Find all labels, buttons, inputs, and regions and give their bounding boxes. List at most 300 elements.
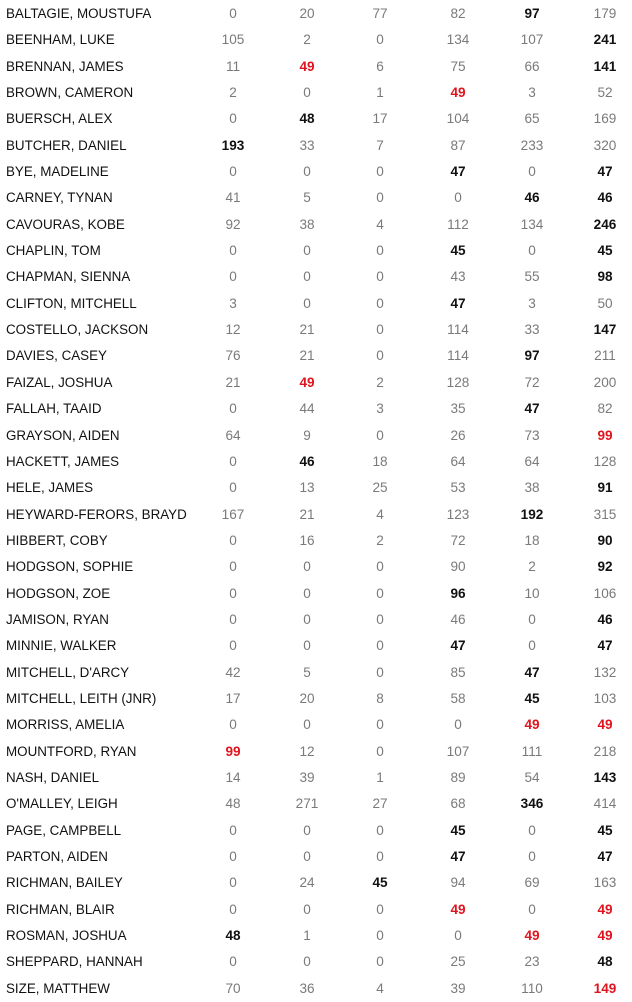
stat-cell: 45 bbox=[450, 822, 466, 838]
stat-cell: 90 bbox=[450, 559, 466, 575]
player-name: HIBBERT, COBY bbox=[6, 532, 108, 548]
table-row bbox=[0, 27, 632, 53]
stat-cell: 0 bbox=[376, 559, 384, 575]
stat-cell: 0 bbox=[376, 849, 384, 864]
player-name: BEENHAM, LUKE bbox=[6, 32, 115, 48]
stat-cell: 66 bbox=[524, 58, 540, 74]
stat-cell: 5 bbox=[303, 664, 311, 680]
player-name: NASH, DANIEL bbox=[6, 769, 100, 785]
stat-cell: 64 bbox=[450, 453, 466, 469]
stat-cell: 0 bbox=[229, 111, 237, 127]
table-row bbox=[0, 291, 632, 317]
stat-cell: 16 bbox=[299, 532, 315, 548]
stat-cell: 54 bbox=[524, 769, 540, 785]
stat-cell: 2 bbox=[376, 374, 384, 390]
stat-cell: 271 bbox=[295, 796, 319, 812]
stat-cell: 6 bbox=[376, 58, 384, 74]
player-name: MITCHELL, LEITH (JNR) bbox=[6, 690, 157, 706]
stat-cell: 45 bbox=[524, 690, 540, 706]
stat-cell: 47 bbox=[450, 849, 466, 864]
stat-cell: 47 bbox=[524, 664, 540, 680]
stat-cell: 46 bbox=[597, 190, 613, 206]
table-row bbox=[0, 739, 632, 765]
table-row bbox=[0, 212, 632, 238]
stat-cell: 55 bbox=[524, 269, 540, 285]
stat-cell: 17 bbox=[372, 111, 388, 127]
stat-cell: 77 bbox=[372, 6, 388, 21]
stat-cell: 18 bbox=[372, 453, 388, 469]
stat-cell: 20 bbox=[299, 690, 315, 706]
stat-cell: 163 bbox=[593, 875, 617, 891]
stat-cell: 211 bbox=[594, 348, 616, 364]
table-row bbox=[0, 660, 632, 686]
stat-cell: 41 bbox=[225, 190, 241, 206]
stat-cell: 44 bbox=[299, 401, 315, 417]
stat-cell: 0 bbox=[303, 85, 311, 101]
stat-cell: 14 bbox=[225, 769, 241, 785]
stat-cell: 4 bbox=[376, 216, 384, 232]
stat-cell: 2 bbox=[303, 32, 311, 48]
stat-cell: 0 bbox=[229, 849, 237, 864]
stat-cell: 105 bbox=[221, 32, 245, 48]
stat-cell: 0 bbox=[229, 822, 237, 838]
stat-cell: 0 bbox=[303, 585, 311, 601]
stat-cell: 12 bbox=[299, 743, 315, 759]
stat-cell: 246 bbox=[593, 216, 617, 232]
stat-cell: 98 bbox=[597, 269, 613, 285]
stat-cell: 0 bbox=[376, 164, 384, 180]
stat-cell: 0 bbox=[229, 559, 237, 575]
stat-cell: 92 bbox=[597, 559, 613, 575]
stat-cell: 38 bbox=[524, 480, 540, 496]
table-row bbox=[0, 554, 632, 580]
table-row bbox=[0, 133, 632, 159]
stat-cell: 76 bbox=[225, 348, 241, 364]
table-row bbox=[0, 686, 632, 712]
stat-cell: 42 bbox=[225, 664, 241, 680]
player-name: BROWN, CAMERON bbox=[6, 85, 134, 101]
stat-cell: 2 bbox=[376, 532, 384, 548]
stat-cell: 47 bbox=[450, 164, 466, 180]
stat-cell: 97 bbox=[524, 348, 540, 364]
stat-cell: 21 bbox=[299, 348, 315, 364]
stat-cell: 99 bbox=[597, 427, 613, 443]
player-name: CHAPLIN, TOM bbox=[6, 243, 101, 259]
stat-cell: 23 bbox=[524, 954, 540, 970]
stat-cell: 47 bbox=[597, 849, 613, 864]
stat-cell: 0 bbox=[303, 822, 311, 838]
stat-cell: 179 bbox=[593, 6, 617, 21]
stat-cell: 82 bbox=[450, 6, 466, 21]
stat-cell: 21 bbox=[299, 506, 315, 522]
stat-cell: 0 bbox=[454, 190, 462, 206]
stat-cell: 49 bbox=[597, 928, 613, 944]
stat-cell: 4 bbox=[376, 506, 384, 522]
stat-cell: 13 bbox=[299, 480, 315, 496]
stat-cell: 0 bbox=[229, 717, 237, 733]
table-row bbox=[0, 712, 632, 738]
stat-cell: 48 bbox=[597, 954, 613, 970]
stat-cell: 0 bbox=[229, 611, 237, 627]
table-row bbox=[0, 159, 632, 185]
stat-cell: 0 bbox=[229, 901, 237, 917]
stat-cell: 49 bbox=[524, 717, 540, 733]
player-name: DAVIES, CASEY bbox=[6, 348, 107, 364]
stat-cell: 0 bbox=[376, 717, 384, 733]
player-name: SHEPPARD, HANNAH bbox=[6, 954, 143, 970]
stat-cell: 87 bbox=[450, 137, 466, 153]
stat-cell: 141 bbox=[593, 58, 617, 74]
stat-cell: 90 bbox=[597, 532, 613, 548]
stat-cell: 0 bbox=[376, 954, 384, 970]
player-name: RICHMAN, BLAIR bbox=[6, 901, 115, 917]
player-name: HEYWARD-FERORS, BRAYD bbox=[6, 506, 187, 522]
stat-cell: 7 bbox=[376, 137, 384, 153]
stat-cell: 0 bbox=[528, 901, 536, 917]
table-row bbox=[0, 238, 632, 264]
player-name: FAIZAL, JOSHUA bbox=[6, 374, 113, 390]
stat-cell: 0 bbox=[376, 611, 384, 627]
stat-cell: 0 bbox=[376, 348, 384, 364]
stat-cell: 0 bbox=[229, 453, 237, 469]
stat-cell: 69 bbox=[524, 875, 540, 891]
stat-cell: 21 bbox=[299, 322, 315, 338]
stat-cell: 0 bbox=[376, 243, 384, 259]
stat-cell: 110 bbox=[521, 980, 543, 996]
stat-cell: 38 bbox=[299, 216, 315, 232]
stat-cell: 39 bbox=[450, 980, 466, 996]
stat-cell: 169 bbox=[593, 111, 617, 127]
stat-cell: 89 bbox=[450, 769, 466, 785]
stat-cell: 114 bbox=[447, 348, 469, 364]
stat-cell: 48 bbox=[225, 796, 241, 812]
stat-cell: 47 bbox=[597, 638, 613, 654]
table-row bbox=[0, 80, 632, 106]
table-row bbox=[0, 343, 632, 369]
stat-cell: 85 bbox=[450, 664, 466, 680]
stat-cell: 0 bbox=[376, 322, 384, 338]
table-row bbox=[0, 54, 632, 80]
stat-cell: 49 bbox=[450, 901, 466, 917]
stat-cell: 192 bbox=[520, 506, 544, 522]
stat-cell: 97 bbox=[524, 6, 540, 21]
stat-cell: 0 bbox=[303, 243, 311, 259]
stat-cell: 0 bbox=[303, 559, 311, 575]
stat-cell: 45 bbox=[597, 822, 613, 838]
stat-cell: 24 bbox=[299, 875, 315, 891]
stat-cell: 65 bbox=[524, 111, 540, 127]
stat-cell: 21 bbox=[225, 374, 241, 390]
player-stats-table bbox=[0, 1, 632, 1002]
player-name: MOUNTFORD, RYAN bbox=[6, 743, 137, 759]
stat-cell: 0 bbox=[303, 954, 311, 970]
stat-cell: 193 bbox=[221, 137, 245, 153]
stat-cell: 320 bbox=[593, 137, 617, 153]
stat-cell: 43 bbox=[450, 269, 466, 285]
stat-cell: 49 bbox=[299, 374, 315, 390]
stat-cell: 45 bbox=[597, 243, 613, 259]
stat-cell: 92 bbox=[225, 216, 241, 232]
stat-cell: 2 bbox=[229, 85, 237, 101]
stat-cell: 103 bbox=[593, 690, 617, 706]
stat-cell: 0 bbox=[376, 822, 384, 838]
table-row bbox=[0, 423, 632, 449]
stat-cell: 0 bbox=[303, 164, 311, 180]
stat-cell: 0 bbox=[229, 954, 237, 970]
stat-cell: 346 bbox=[520, 796, 544, 812]
player-name: RICHMAN, BAILEY bbox=[6, 875, 123, 891]
stat-cell: 47 bbox=[450, 638, 466, 654]
player-name: CLIFTON, MITCHELL bbox=[6, 295, 137, 311]
stat-cell: 36 bbox=[299, 980, 315, 996]
stat-cell: 8 bbox=[376, 690, 384, 706]
stat-cell: 25 bbox=[450, 954, 466, 970]
stat-cell: 132 bbox=[593, 664, 617, 680]
stat-cell: 49 bbox=[597, 901, 613, 917]
table-row bbox=[0, 449, 632, 475]
stat-cell: 45 bbox=[372, 875, 388, 891]
stat-cell: 45 bbox=[450, 243, 466, 259]
stat-cell: 58 bbox=[450, 690, 466, 706]
stat-cell: 0 bbox=[303, 269, 311, 285]
stat-cell: 0 bbox=[303, 901, 311, 917]
stat-cell: 0 bbox=[528, 638, 536, 654]
stat-cell: 0 bbox=[528, 243, 536, 259]
stat-cell: 0 bbox=[528, 822, 536, 838]
player-name: MORRISS, AMELIA bbox=[6, 717, 125, 733]
table-row bbox=[0, 765, 632, 791]
stat-cell: 0 bbox=[528, 164, 536, 180]
stat-cell: 26 bbox=[450, 427, 466, 443]
table-row bbox=[0, 106, 632, 132]
stat-cell: 48 bbox=[299, 111, 315, 127]
stat-cell: 0 bbox=[376, 901, 384, 917]
stat-cell: 414 bbox=[593, 796, 617, 812]
stat-cell: 46 bbox=[597, 611, 613, 627]
stat-cell: 0 bbox=[229, 875, 237, 891]
table-row bbox=[0, 502, 632, 528]
player-name: BUERSCH, ALEX bbox=[6, 111, 113, 127]
stat-cell: 96 bbox=[450, 585, 466, 601]
stat-cell: 167 bbox=[221, 506, 245, 522]
stat-cell: 48 bbox=[225, 928, 241, 944]
table-row bbox=[0, 923, 632, 949]
player-name: GRAYSON, AIDEN bbox=[6, 427, 120, 443]
stat-cell: 0 bbox=[376, 743, 384, 759]
table-row bbox=[0, 607, 632, 633]
stat-cell: 49 bbox=[299, 58, 315, 74]
stat-cell: 0 bbox=[229, 6, 237, 21]
stat-cell: 39 bbox=[299, 769, 315, 785]
stat-cell: 0 bbox=[454, 717, 462, 733]
stat-cell: 33 bbox=[299, 137, 315, 153]
stat-cell: 0 bbox=[528, 611, 536, 627]
stat-cell: 46 bbox=[524, 190, 540, 206]
stat-cell: 0 bbox=[528, 849, 536, 864]
stat-cell: 134 bbox=[520, 216, 544, 232]
stat-cell: 0 bbox=[376, 638, 384, 654]
stat-cell: 72 bbox=[450, 532, 466, 548]
stat-cell: 9 bbox=[303, 427, 311, 443]
stat-cell: 99 bbox=[225, 743, 241, 759]
table-row bbox=[0, 897, 632, 923]
player-name: HACKETT, JAMES bbox=[6, 453, 120, 469]
player-name: PAGE, CAMPBELL bbox=[6, 822, 122, 838]
stat-cell: 111 bbox=[521, 743, 543, 759]
player-name: SIZE, MATTHEW bbox=[6, 980, 110, 996]
table-row bbox=[0, 633, 632, 659]
stat-cell: 20 bbox=[299, 6, 315, 21]
player-name: CAVOURAS, KOBE bbox=[6, 216, 125, 232]
stat-cell: 70 bbox=[225, 980, 241, 996]
stat-cell: 50 bbox=[597, 295, 613, 311]
table-row bbox=[0, 844, 632, 870]
stat-cell: 46 bbox=[450, 611, 466, 627]
stat-cell: 75 bbox=[450, 58, 466, 74]
stat-cell: 72 bbox=[524, 374, 540, 390]
player-name: HELE, JAMES bbox=[6, 480, 94, 496]
stat-cell: 49 bbox=[450, 85, 466, 101]
stat-cell: 0 bbox=[229, 243, 237, 259]
stat-cell: 128 bbox=[593, 453, 617, 469]
player-name: ROSMAN, JOSHUA bbox=[6, 928, 127, 944]
stat-cell: 17 bbox=[225, 690, 241, 706]
stat-cell: 147 bbox=[593, 322, 617, 338]
stat-cell: 0 bbox=[229, 480, 237, 496]
stat-cell: 106 bbox=[593, 585, 617, 601]
stat-cell: 3 bbox=[528, 85, 536, 101]
stat-cell: 134 bbox=[446, 32, 470, 48]
stat-cell: 0 bbox=[376, 269, 384, 285]
table-row bbox=[0, 581, 632, 607]
player-name: CHAPMAN, SIENNA bbox=[6, 269, 131, 285]
table-row bbox=[0, 1, 632, 27]
stat-cell: 47 bbox=[524, 401, 540, 417]
stat-cell: 49 bbox=[524, 928, 540, 944]
stat-cell: 1 bbox=[376, 85, 384, 101]
stat-cell: 0 bbox=[229, 638, 237, 654]
stat-cell: 2 bbox=[528, 559, 536, 575]
stat-cell: 3 bbox=[229, 295, 237, 311]
stat-cell: 107 bbox=[520, 32, 544, 48]
player-name: HODGSON, ZOE bbox=[6, 585, 111, 601]
player-name: BYE, MADELINE bbox=[6, 164, 109, 180]
stat-cell: 149 bbox=[593, 980, 617, 996]
player-name: MITCHELL, D'ARCY bbox=[6, 664, 130, 680]
stat-cell: 143 bbox=[593, 769, 617, 785]
stat-cell: 4 bbox=[376, 980, 384, 996]
table-row bbox=[0, 528, 632, 554]
stat-cell: 1 bbox=[376, 769, 384, 785]
player-name: BRENNAN, JAMES bbox=[6, 58, 124, 74]
stat-cell: 0 bbox=[303, 849, 311, 864]
stat-cell: 3 bbox=[376, 401, 384, 417]
stat-cell: 114 bbox=[447, 322, 469, 338]
table-row bbox=[0, 976, 632, 1002]
table-row bbox=[0, 396, 632, 422]
table-row bbox=[0, 475, 632, 501]
stat-cell: 25 bbox=[372, 480, 388, 496]
stat-cell: 0 bbox=[229, 269, 237, 285]
stat-cell: 18 bbox=[524, 532, 540, 548]
stat-cell: 0 bbox=[376, 190, 384, 206]
stat-cell: 112 bbox=[447, 216, 469, 232]
table-row bbox=[0, 370, 632, 396]
stat-cell: 315 bbox=[593, 506, 617, 522]
player-name: JAMISON, RYAN bbox=[6, 611, 109, 627]
stat-cell: 11 bbox=[225, 58, 241, 74]
stat-cell: 0 bbox=[454, 928, 462, 944]
stat-cell: 0 bbox=[376, 295, 384, 311]
stat-cell: 35 bbox=[450, 401, 466, 417]
stat-cell: 107 bbox=[446, 743, 470, 759]
table-row bbox=[0, 818, 632, 844]
stat-cell: 0 bbox=[303, 611, 311, 627]
player-name: BUTCHER, DANIEL bbox=[6, 137, 127, 153]
table-row bbox=[0, 317, 632, 343]
stat-cell: 3 bbox=[528, 295, 536, 311]
table-row bbox=[0, 264, 632, 290]
stat-cell: 47 bbox=[597, 164, 613, 180]
stat-cell: 91 bbox=[597, 480, 613, 496]
player-name: BALTAGIE, MOUSTUFA bbox=[6, 6, 152, 21]
stat-cell: 0 bbox=[229, 585, 237, 601]
stat-cell: 0 bbox=[229, 532, 237, 548]
stat-cell: 49 bbox=[597, 717, 613, 733]
player-name: COSTELLO, JACKSON bbox=[6, 322, 149, 338]
stat-cell: 73 bbox=[524, 427, 540, 443]
stat-cell: 82 bbox=[597, 401, 613, 417]
stat-cell: 0 bbox=[376, 928, 384, 944]
stat-cell: 128 bbox=[446, 374, 470, 390]
player-name: PARTON, AIDEN bbox=[6, 849, 108, 864]
stat-cell: 0 bbox=[303, 638, 311, 654]
stat-cell: 68 bbox=[450, 796, 466, 812]
stat-cell: 47 bbox=[450, 295, 466, 311]
stat-cell: 53 bbox=[450, 480, 466, 496]
stat-cell: 104 bbox=[446, 111, 470, 127]
table-row bbox=[0, 185, 632, 211]
table-row bbox=[0, 791, 632, 817]
stat-cell: 0 bbox=[376, 32, 384, 48]
stat-cell: 27 bbox=[372, 796, 388, 812]
table-row bbox=[0, 870, 632, 896]
stat-cell: 33 bbox=[524, 322, 540, 338]
player-name: MINNIE, WALKER bbox=[6, 638, 117, 654]
stat-cell: 1 bbox=[303, 928, 311, 944]
stat-cell: 0 bbox=[376, 585, 384, 601]
stat-cell: 10 bbox=[524, 585, 540, 601]
stat-cell: 241 bbox=[593, 32, 617, 48]
player-name: FALLAH, TAAID bbox=[6, 401, 102, 417]
stat-cell: 200 bbox=[593, 374, 617, 390]
stat-cell: 0 bbox=[229, 164, 237, 180]
player-name: HODGSON, SOPHIE bbox=[6, 559, 134, 575]
stat-cell: 123 bbox=[446, 506, 470, 522]
stat-cell: 52 bbox=[597, 85, 613, 101]
stat-cell: 46 bbox=[299, 453, 315, 469]
table-row bbox=[0, 949, 632, 975]
stat-cell: 0 bbox=[303, 717, 311, 733]
stat-cell: 94 bbox=[450, 875, 466, 891]
stat-cell: 0 bbox=[376, 664, 384, 680]
stat-cell: 0 bbox=[303, 295, 311, 311]
stat-cell: 0 bbox=[229, 401, 237, 417]
stat-cell: 64 bbox=[524, 453, 540, 469]
stat-cell: 5 bbox=[303, 190, 311, 206]
stat-cell: 233 bbox=[520, 137, 544, 153]
stat-cell: 12 bbox=[225, 322, 241, 338]
